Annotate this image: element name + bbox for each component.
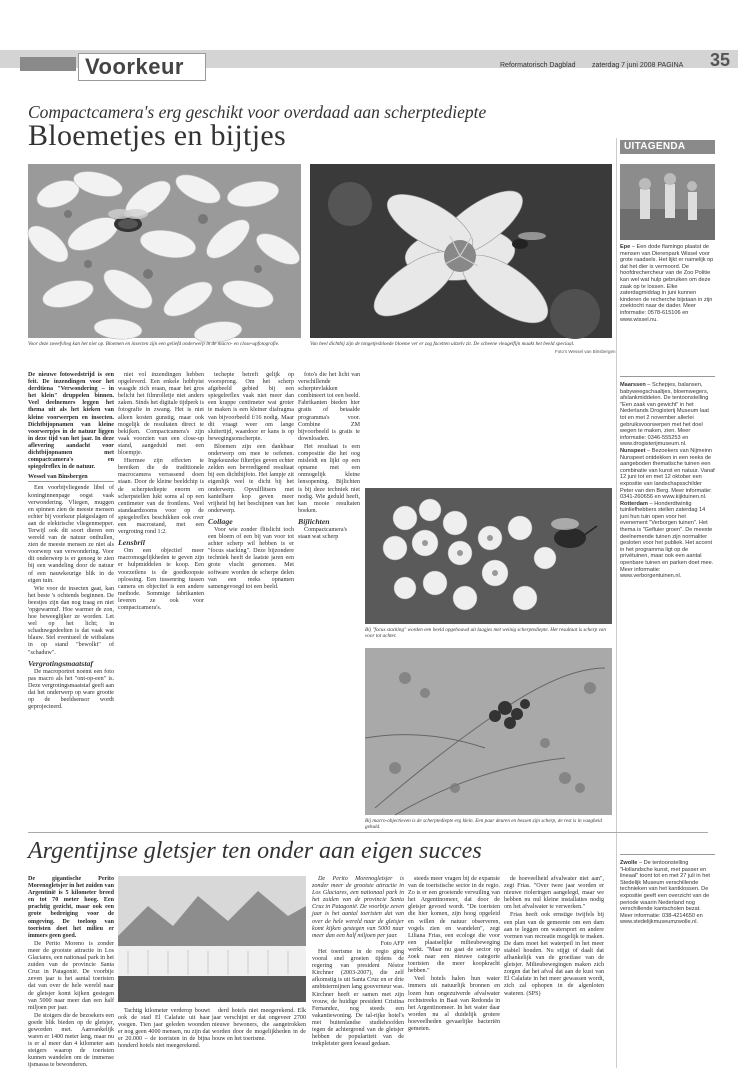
article1-paragraph: Om een objectief meer macromogelijkheden te geven zijn er hulpmiddelen te koop. Een voorzetlens is de goedkoopste oplossing. Een tussenring tussen camera en objectief is een andere methode. Sommige fabrikanten leveren ze ook voor compactcamera's. [118,548,204,611]
article2-paragraph: steeds meer vragen bij de expansie van de toeristische sector in de regio. Zo is er een groeiende vervuiling van het Argentinomeer, dat door de gletsjer gevoed wordt. "De toeristen die hier komen, zijn hoog opgeleid en willen de natuur observeren, vogels zien en wandelen", zegt Liliana Frias, een ecologe die voor een plaatselijke milieubeweging werkt. "Maar nu gaat de sector op zoek naar een nieuwe categorie toeristen die meer koopkracht hebben." [408,876,500,975]
photo-credit: Foto's Wessel van Binsbergen [555,349,616,354]
article2-paragraph: Het toerisme in de regio ging vooral snel groeien tijdens de regering van president Néstor Kirchner (2003-2007), die zelf afkomstig is uit Santa Cruz en er drie ambtstermijnen lang gouverneur was. Kirchner heeft er samen met zijn vrouw, de huidige president Cristina Fernandez, nog steeds een vakantiewoning. De tal-rijke hotel's met buitenlandse studiehoofden tegen de achtergrond van de gletsjer hebben de populariteit van de trekpleister geen kwaad gedaan. [312,948,404,1048]
photo-focus-stacking [365,488,612,624]
agenda-item-zwolle [620,860,715,1040]
article1-paragraph: Voor wie zonder flitslicht toch een bloem of een bij van voor tot achter scherp wil hebben is er "focus stacking". Deze bijzondere techniek heeft de laatste jaren een grote vlucht genomen. Met software worden de scherpe delen van een reeks opnamen samengevoegd tot een beeld. [208,526,294,590]
agenda-item-epe [620,244,715,376]
article1-paragraph: Wie voor de insecten gaat, kan het beste 's ochtends beginnen. De beestjes zijn dan nog traag en niet 'opgewarmd'. Hoe warmer de zon, hoe beweeglijker ze worden. Let wel op het licht; in schaduwgedeelten is dat vaak wat blauw. Stel eventueel de witbalans in op stand "bewolkt" of "schaduw". [28,585,114,656]
article2-column-2 [212,1008,306,1062]
photo-berries [365,648,612,815]
article2-column-5 [504,876,604,1058]
article2-paragraph: Frias heeft ook ernstige twijfels bij een plan van de gemeente om een dam aan te leggen om watersport en andere vormen van recreatie mogelijk te maken. De dam moet het waterpeil in het meer stabiel houden. Nu stijgt of daalt dat afhankelijk van de groeifase van de gletsjer. Milieubewegingen maken zich zorgen dat het afval dat aan de kust van El Calafate in het meer gewassen wordt, zich zal ophopen in de algenloten wateren. (SPS) [504,912,604,997]
article-divider [28,832,708,833]
agenda-text: – Honderdtwintig tuinliefhebbers stellen zaterdag 14 juni hun tuin open voor het evenement "Verborgen tuinen". Het thema is "Gefluier groen". De meeste deelnemende tuinen zijn normaliter gesloten voor het publiek. Het accent in het programma ligt op de privétuinen, maar ook een aantal openbare tuinen en parken doet mee. Meer informatie: www.verborgentuinen.nl. [620,500,714,580]
photo-agenda-zoo [620,164,715,240]
sidebar-divider [616,138,617,1068]
agenda-item-maarssen [620,382,715,448]
article1-column-3 [208,372,294,817]
agenda-place: Nunspeet [620,447,646,454]
article1-subheading: Lensbril [118,538,145,548]
agenda-title: UITAGENDA [624,141,686,152]
article1-author: Wessel van Binsbergen [28,474,114,482]
section-title: Voorkeur [78,53,206,81]
article1-paragraph: foto's die het licht van verschillende scherptevlakken combineert tot een beeld. Fabrikanten bieden hier gratis of betaalde programma's voor. Combine ZM bijvoorbeeld is gratis te downloaden. [298,372,360,442]
article2-quote: De Perito Morenogletsjer is zonder meer de grootste attractie in Los Glaciares, een nationaal park in het zuiden van de provincie Santa Cruz in Patagonië. De voorbije zeven jaar is het aantal toeristen dat van over de hele wereld naar de gletsjer komt kijken gestegen van 5000 naar meer dan een half miljoen per jaar. [312,876,404,939]
agenda-place: Zwolle [620,860,638,866]
article2-headline: Argentijnse gletsjer ten onder aan eigen succes [28,838,482,864]
article1-paragraph: techepte betreft gelijk op voorsprong. Om het scherp afgebeeld gebied bij een spiegelreflex vaak niet meer dan een krappe centimeter wat groter te maken is een kleiner diafragma van bijvoorbeeld f/16 nodig. Maar dit vraagt weer om lange sluitertijd, waardoor er kans is op bewegingsonscherpte. [208,372,294,442]
article1-paragraph: Het resultaat is een compositie die het oog misleidt en lijkt op een opname met een onmogelijk kleine lensopening. Bijlichten is bij deze techniek niet nodig. Wie geduld heeft, kan mooie resultaten boeken. [298,443,360,514]
article1-subheading: Vergrotingsmaatstaf [28,658,93,668]
agenda-item-nunspeet [620,448,715,501]
article2-photo-caption: Tachtig kilometer verderop bouwt ook de stad El Calafate uit haar voegen. Tien jaar geleden woonden er nog geen 4000 mensen, nu zijn dat er 20.000 – de toeristen in de bijna honderd hotels niet meegerekend. [118,1008,210,1050]
article2-intro: De gigantische Perito Morenogletsjer in het zuiden van Argentinië is 5 kilometer breed en tot 70 meter hoog. Een prachtig gezicht, maar ook een grote bedreiging voor de omgeving. De toeloop van toeristen doet het milieu er immers geen goed. [28,876,114,939]
article1-paragraph: Hiermee zijn effecten te bereiken die de traditionele macrocamera verrassend doen staan. Door de kleine beeldchip is de scherptediepte enorm en scherpstellen lukt soms al op een centimeter van de frontlens. Veel standaardzooms voor op de spiegelreflex beschikken ook over een macrostand, met een vergroting rond 1:2. [118,458,204,536]
photo-flower-closeup [310,164,612,338]
article1-column-4 [298,372,360,817]
date-line: zaterdag 7 juni 2008 PAGINA [592,62,684,69]
article2-paragraph: derd hotels niet meegerekend. Elk jaar verschijnt er dat ongeveer 2700 nieuwe bewoners, die aangetrokken worden door de mogelijkheden in de bouw en het toerisme. [212,1008,306,1043]
caption-photo2: Van heel dichtbij zijn de tongetjesbloede bloeme ver er zog facetten uitzelv zit. De scheene vleugelfijn maakt het beeld speciaal. [310,341,575,347]
article2-column-1 [28,876,114,1069]
agenda-divider [620,376,715,377]
caption-photo4: Bij macro-objectieven is de scherptediepte erg klein. Een paar deuren en bessen zijn scherp, de rest is in vaagheid gehuld. [365,818,602,831]
agenda-item-rotterdam [620,501,715,580]
article1-paragraph: Een voorbijvliegende libel of koninginnenpage oogst vaak verwondering. Vliegen, muggen en spinnen zien de meeste mensen echter bij voorkeur platgeslagen of aan de elektrische vliegenmepper. Terwijl ook dit soort dieren een wereld van de natuur onthullen, zien de meeste mensen ze niet als voorwerp van verwondering. Voor dit onderwerp is er genoeg te zien bij een wandeling door de natuur of een nauwkeurige blik in de eigen tuin. [28,485,114,584]
agenda-place: Rotterdam [620,500,648,507]
photo-flowers-hoverfly [28,164,301,338]
article1-paragraph: De macroportret noemt een foto pas macro als het "ont-op-een" is. Deze vergrotingsmaatstaf geeft aan dat het onderwerp op ware grootte op de beeldsensor wordt geprojecteerd. [28,668,115,711]
article1-paragraph: Bloemen zijn een dankbaar onderwerp om mee te oefenen. Ingekeuzeke filtertjes geven echter zelden een bevredigend resultaat bij een dichtbijfoto. Het lampje zit eigenlijk veel te dicht bij het onderwerp. Opvulflitsers met kantelbare kop geven meer vrijheid bij het beschijnen van het onderwerp. [208,443,294,514]
agenda-divider [620,854,715,855]
agenda-text: – Bezoekers van Nijmeinn Nunspeet ontdekken in een reeks de aangeboden thematische tuinen een combinatie van kunst en natuur. Vanaf 12 juni tot en met 12 oktober een expositie van landschapsschilder Peter van den Berg. Meer informatie: 0341-260656 en www.kijktuinen.nl. [620,447,715,501]
article1-paragraph: niet vol inzendingen hebben opgeleverd. Een enkele hobbyist waagde zich eraan, maar het gros belicht het filmrolletje niet anders zaken. Sinds het digitale tijdperk is fotografie in zwang. Het is niet alleen kosten gunstig, maar ook mogelijk de resultaten direct te bekijken. Compactcamera's zijn vaak voorzien van een close-up stand, aangeduid met een bloempje. [118,372,204,457]
section-marker [20,57,76,71]
article-kicker: Compactcamera's erg geschikt voor overdaad aan scherptediepte [28,102,487,122]
caption-photo1: Voor deze zweefvlieg kan het niet op. Bloemen en insecten zijn een geliefd onderwerp in de macro- en close-upfotografie. [28,341,280,347]
paper-name: Reformatorisch Dagblad [500,62,576,69]
article2-column-3 [312,876,404,1058]
article1-column-1 [28,372,114,817]
photo-glacier [118,876,306,1002]
agenda-place: Epe [620,244,631,250]
caption-photo3: Bij "focus stacking" worden een beeld opgebouwd uit laagjes met weinig scherptediepte. Het resultaat is scherp van voor tot achter. [365,627,606,640]
article2-paragraph: De stoigers die de bezoekers een goede blik bieden op de gletsjer, geworden met. Aanvankelijk waren er 1400 meter lang, maar nu is er al meer dan 4 kilometer aan steigers waarop de toeristen kunnen wandelen om de immense ijsmassa te bewonderen. [28,1012,114,1069]
article1-intro: De nieuwe fotowedstrijd is een feit. De inzendingen voor het derdtiena "Verwondering – in het klein" druppelen binnen. Veel deelnemers leggen het thema uit als het kieken van kleine voorwerpen en insecten. Dichtbijopnamen van kleine voorwerpjes in de natuur liggen in deze tijd van het jaar. In deze aflevering aandacht voor dichtbijopnamen met compactcamera's en spiegelreflex in de natuur. [28,372,114,471]
article1-subheading: Bijlichten [298,516,330,526]
agenda-items [620,382,715,814]
article1-paragraph: Compactcamera's staan wat scherp [298,526,348,541]
article-headline: Bloemetjes en bijtjes [28,119,286,152]
article2-photo-source: Foto AFP [380,940,404,947]
article2-paragraph: Veel hotels halen hun water immers uit natuurlijk bronnen en lozen hun ongezuiverde afvalwater rechtstreeks in Baai van Redonda in het Argentinomeer. In het water daar worden nu al duidelijk grotere hoeveelheden gevaarlijke bacteriën gemeten. [408,976,500,1032]
article1-column-2 [118,372,204,817]
article1-subheading: Collage [208,516,233,526]
article2-paragraph: de hoeveelheid afvalwater niet aan", zegt Frias. "Over twee jaar worden er nieuwe rioleringen aangelegd, maar we hebben nu nul kleine installaties nodig om het afvalwater te verwerken." [504,876,604,911]
agenda-text: – Schepjes, balansen, babyweegschaaltjes, bloemwegers, afslankmiddelen. De tentoonstelling "Een zaak van gewicht" in het Nederlands Drogisterij Museum laat tot en met 2 november allerlei gebruiksvoorwerpen met het doel wegen te maken, zien. Meer informatie: 0346-555253 en www.drogisterijmuseum.nl. [620,382,709,448]
agenda-place: Maarssen [620,382,646,388]
article2-paragraph: De Perito Moreno is zonder meer de grootste attractie in Los Glaciares, een nationaal park in het zuiden van de provincie Santa Cruz in Patagonië. De voorbije zeven jaar is het aantal toeristen dat van over de hele wereld naar de gletsjer komt kijken gestegen van 5000 naar meer dan een half miljoen per jaar. [28,940,114,1011]
page-number: 35 [710,50,731,70]
article2-column-4 [408,876,500,1058]
agenda-text: – Een dode flamingo plaatst de mensen van Dierenpark Wissel voor grote raadsels. Het lijkt er namelijk op dat het dier is vermoord. De hoofdrechercheur van de Zoo Politie kan wel wat hulp gebruiken om deze zaak op te lossen. Elke zaterdagmiddag in juni kunnen kinderen de recherche bijstaan in zijn zoektocht naar de dader. Meer informatie: 0578-615106 en www.wissel.nu. [620,244,714,323]
caption-photo5 [118,1008,210,1052]
agenda-text: – De tentoonstelling "Hollandsche kunst, met passer en lineaal" toont tot en met 27 juli in het Stedelijk Museum verschillende technieken van het kantklossen. De expositie geeft een overzicht van de periode waarin Nederland nog verschillende kantscholen bezat. Meer informatie: 038-4214650 en www.stedelijkmuseumzwolle.nl. [620,860,710,926]
